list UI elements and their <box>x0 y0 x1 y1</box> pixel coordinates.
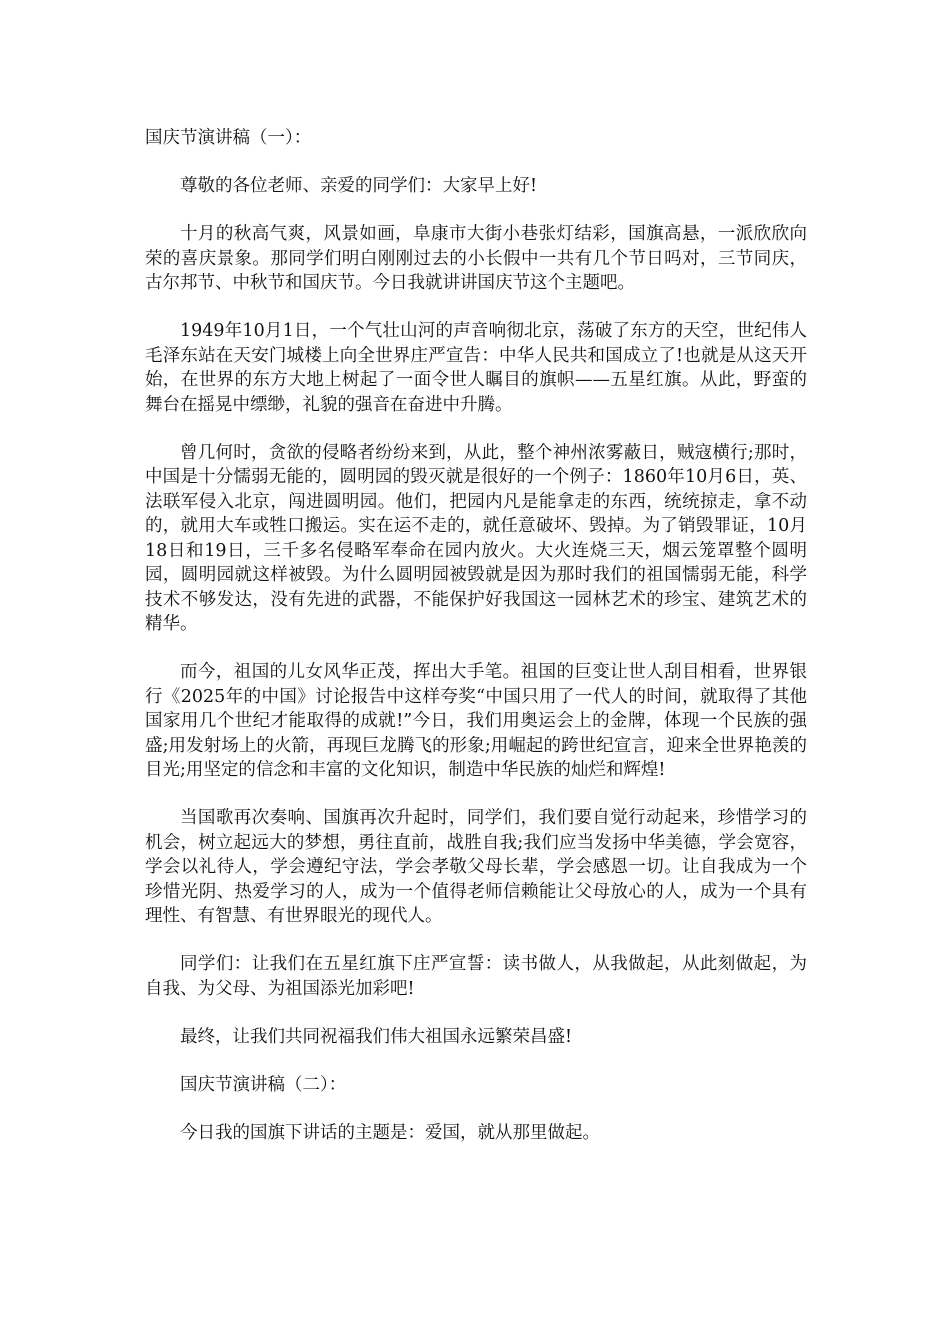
greeting-paragraph: 尊敬的各位老师、亲爱的同学们：大家早上好! <box>180 176 538 196</box>
body-paragraph: 1949年10月1日，一个气壮山河的声音响彻北京，荡破了东方的天空，世纪伟人毛泽东站在天安门城楼上向全世界庄严宣告：中华人民共和国成立了!也就是从这天开始，在世界的东方大地上树起了一面令世人瞩目的旗帜——五星红旗。从此，野蛮的舞台在摇晃中缥缈，礼貌的强音在奋进中升腾。 <box>145 321 807 415</box>
body-paragraph: 十月的秋高气爽，风景如画，阜康市大街小巷张灯结彩，国旗高悬，一派欣欣向荣的喜庆景象。那同学们明白刚刚过去的小长假中一共有几个节日吗对，三节同庆，古尔邦节、中秋节和国庆节。今日我就讲讲国庆节这个主题吧。 <box>145 224 807 293</box>
body-paragraph: 同学们：让我们在五星红旗下庄严宣誓：读书做人，从我做起，从此刻做起，为自我、为父母、为祖国添光加彩吧! <box>145 954 807 999</box>
body-paragraph: 今日我的国旗下讲话的主题是：爱国，就从那里做起。 <box>180 1122 600 1143</box>
closing-paragraph: 最终，让我们共同祝福我们伟大祖国永远繁荣昌盛! <box>180 1026 573 1047</box>
body-paragraph: 曾几何时，贪欲的侵略者纷纷来到，从此，整个神州浓雾蔽日，贼寇横行;那时，中国是十分懦弱无能的，圆明园的毁灭就是很好的一个例子：1860年10月6日，英、法联军侵入北京，闯进圆明园。他们，把园内凡是能拿走的东西，统统掠走，拿不动的，就用大车或牲口搬运。实在运不走的，就任意破坏、毁掉。为了销毁罪证，10月18日和19日，三千多名侵略军奉命在园内放火。大火连烧三天，烟云笼罩整个圆明园，圆明园就这样被毁。为什么圆明园被毁就是因为那时我们的祖国懦弱无能，科学技术不够发达，没有先进的武器，不能保护好我国这一园林艺术的珍宝、建筑艺术的精华。 <box>145 442 807 634</box>
speech-one-heading: 国庆节演讲稿（一）： <box>145 128 312 148</box>
speech-two-heading: 国庆节演讲稿（二）： <box>180 1074 347 1095</box>
body-paragraph: 而今，祖国的儿女风华正茂，挥出大手笔。祖国的巨变让世人刮目相看，世界银行《2025年的中国》讨论报告中这样夸奖“中国只用了一代人的时间，就取得了其他国家用几个世纪才能取得的成就!”今日，我们用奥运会上的金牌，体现一个民族的强盛;用发射场上的火箭，再现巨龙腾飞的形象;用崛起的跨世纪宣言，迎来全世界艳羡的目光;用坚定的信念和丰富的文化知识，制造中华民族的灿烂和辉煌! <box>145 662 807 780</box>
document-body <box>145 126 807 1169</box>
body-paragraph: 当国歌再次奏响、国旗再次升起时，同学们，我们要自觉行动起来，珍惜学习的机会，树立起远大的梦想，勇往直前，战胜自我;我们应当发扬中华美德，学会宽容，学会以礼待人，学会遵纪守法，学会孝敬父母长辈，学会感恩一切。让自我成为一个珍惜光阴、热爱学习的人，成为一个值得老师信赖能让父母放心的人，成为一个具有理性、有智慧、有世界眼光的现代人。 <box>145 808 807 926</box>
